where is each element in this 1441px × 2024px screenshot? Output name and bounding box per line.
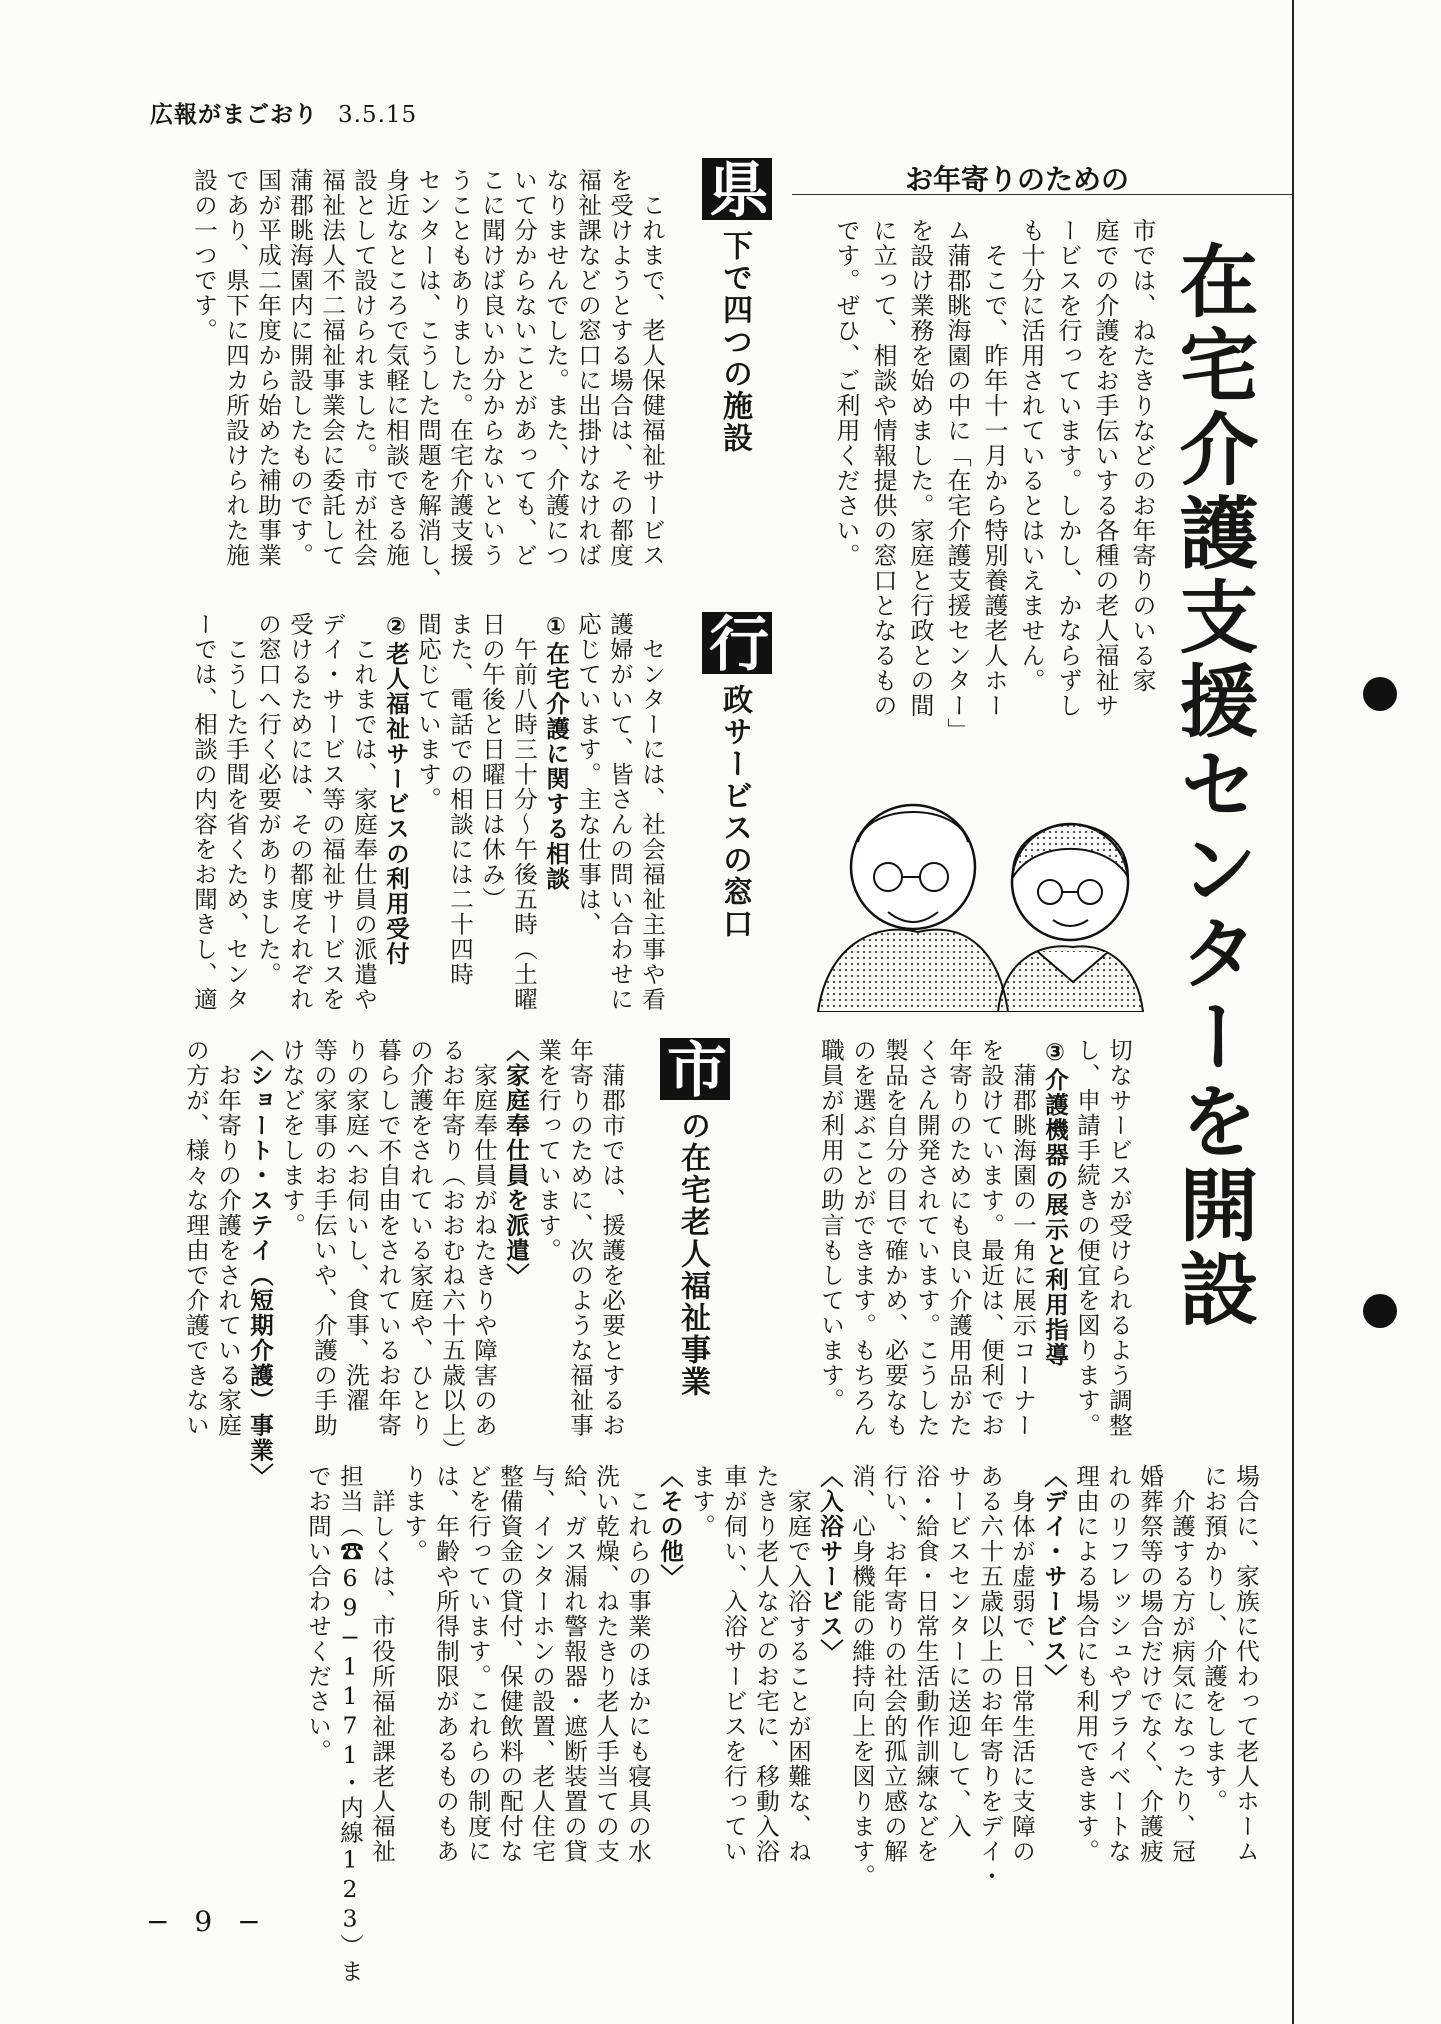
text-line: ②老人福祉サービスの利用受付	[382, 612, 410, 967]
section-heading-city	[657, 1038, 730, 1398]
section-heading-text: の在宅老人福祉事業	[675, 1110, 710, 1398]
text-line: 福祉課などの窓口に出掛けなければ	[574, 168, 602, 568]
text-line: 場合に、家族に代わって老人ホーム	[1232, 1464, 1260, 1864]
header-rule	[792, 194, 1292, 195]
text-line: 年寄りのために、次のような福祉事	[566, 1038, 594, 1438]
text-line: 与、インターホンの設置、老人住宅	[528, 1464, 556, 1864]
text-line: また、電話での相談には二十四時	[446, 612, 474, 987]
text-line: 家庭奉仕員がねたきりや障害のあ	[470, 1038, 498, 1438]
text-line: のを選ぶことができます。もちろん	[849, 1038, 877, 1438]
text-line: 消、心身機能の維持向上を図ります。	[848, 1464, 876, 1889]
text-line: ーでは、相談の内容をお聞きし、適	[190, 612, 218, 1012]
text-line: 婚葬祭等の場合だけでなく、介護疲	[1136, 1464, 1164, 1864]
section-heading-box: 行	[702, 612, 772, 674]
text-line: ります。	[400, 1464, 428, 1564]
text-line: センターには、社会福祉主事や看	[638, 612, 666, 1012]
text-line: 切なサービスが受けられるよう調整	[1105, 1038, 1133, 1438]
text-line: の方が、様々な理由で介護できない	[182, 1038, 210, 1438]
text-line: の窓口へ行く必要がありました。	[254, 612, 282, 987]
text-line: これまで、老人保健福祉サービス	[638, 168, 666, 568]
text-line: これまでは、家庭奉仕員の派遣や	[350, 612, 378, 1012]
text-column-bottom	[302, 1464, 1262, 1984]
text-line: 理由による場合にも利用できます。	[1072, 1464, 1100, 1864]
section-heading-text: 下で四つの施設	[717, 230, 752, 454]
text-line: も十分に活用されているとはいえません。	[1017, 218, 1045, 693]
text-line: 福祉法人不二福祉事業会に委託して	[318, 168, 346, 568]
text-line: たきり老人などのお宅に、移動入浴	[752, 1464, 780, 1864]
text-line: 等の家事のお手伝いや、介護の手助	[310, 1038, 338, 1438]
text-line: どを行っています。これらの制度に	[464, 1464, 492, 1864]
text-line: 〈デイ・サービス〉	[1040, 1464, 1068, 1689]
text-line: 介護する方が病気になったり、冠	[1168, 1464, 1196, 1864]
text-line: 蒲郡眺海園内に開設したものです。	[286, 168, 314, 568]
page-edge-rule	[1292, 0, 1294, 2024]
text-line: 詳しくは、市役所福祉課老人福祉	[368, 1464, 396, 1864]
text-line: 業を行っています。	[534, 1038, 562, 1263]
text-line: 年寄りのためにも良い介護用品がた	[945, 1038, 973, 1438]
text-column-equipment	[815, 1038, 1135, 1436]
text-line: 身体が虚弱で、日常生活に支障の	[1008, 1464, 1036, 1864]
text-line: デイ・サービス等の福祉サービスを	[318, 612, 346, 1012]
text-line: 〈家庭奉仕員を派遣〉	[502, 1038, 530, 1288]
text-line: ービスを行っています。しかし、かならずし	[1054, 218, 1082, 718]
text-line: 身近なところで気軽に相談できる施	[382, 168, 410, 568]
section-heading-administration	[699, 612, 772, 940]
text-line: ある六十五歳以上のお年寄りをデイ・	[976, 1464, 1004, 1889]
text-line: 〈ショート・ステイ（短期介護）事業〉	[246, 1038, 274, 1488]
text-line: 担当（☎69−1171・内線123）ま	[336, 1464, 364, 1984]
text-line: 〈入浴サービス〉	[816, 1464, 844, 1664]
text-line: 蒲郡市では、援護を必要とするお	[598, 1038, 626, 1438]
text-line: こに聞けば良いか分からないという	[478, 168, 506, 568]
binding-hole-mark	[1363, 677, 1397, 711]
newsletter-title: 広報がまごおり	[150, 102, 318, 128]
text-line: 家庭で入浴することが困難な、ね	[784, 1464, 812, 1864]
text-line: 蒲郡眺海園の一角に展示コーナー	[1009, 1038, 1037, 1438]
text-line: センターは、こうした問題を解消し、	[414, 168, 442, 593]
text-line: 車が伺い、入浴サービスを行ってい	[720, 1464, 748, 1864]
text-line: の介護をされている家庭や、ひとり	[406, 1038, 434, 1438]
text-line: 間応じています。	[414, 612, 442, 812]
lead-text	[827, 218, 1160, 778]
text-column-city-services	[180, 1038, 628, 1488]
text-line: ①在宅介護に関する相談	[542, 612, 570, 892]
text-line: サービスセンターに送迎して、入	[944, 1464, 972, 1839]
text-line: 〈その他〉	[656, 1464, 684, 1589]
text-column-services	[188, 612, 668, 1010]
section-heading-box: 県	[702, 158, 772, 220]
text-line: お年寄りの介護をされている家庭	[214, 1038, 242, 1438]
section-heading-prefecture	[699, 158, 772, 454]
text-line: れのリフレッシュやプライベートな	[1104, 1464, 1132, 1864]
text-line: なりませんでした。また、介護につ	[542, 168, 570, 568]
text-line: に立って、相談や情報提供の窓口となるもの	[869, 218, 897, 718]
text-line: 日の午後と日曜日は休み）	[478, 612, 506, 912]
text-line: 庭での介護をお手伝いする各種の老人福祉サ	[1091, 218, 1119, 718]
text-line: ③介護機器の展示と利用指導	[1041, 1038, 1069, 1368]
text-line: を設けています。最近は、便利でお	[977, 1038, 1005, 1438]
text-line: し、申請手続きの便宜を図ります。	[1073, 1038, 1101, 1438]
text-line: こうした手間を省くため、センタ	[222, 612, 250, 1012]
text-line: 設として設けられました。市が社会	[350, 168, 378, 568]
text-line: 応じています。主な仕事は、	[574, 612, 602, 937]
text-line: 護婦がいて、皆さんの問い合わせに	[606, 612, 634, 1012]
text-line: 浴・給食・日常生活動作訓練などを	[912, 1464, 940, 1864]
text-line: にお預かりし、介護をします。	[1200, 1464, 1228, 1814]
article-title: 在宅介護支援センターを開設	[1166, 240, 1258, 1332]
text-line: ます。	[688, 1464, 716, 1539]
lead-paragraph	[790, 218, 1234, 778]
text-line: るお年寄り（おおむね六十五歳以上）	[438, 1038, 466, 1463]
text-line: です。ぜひ、ご利用ください。	[832, 218, 860, 568]
text-line: 洗い乾燥、ねたきり老人手当ての支	[592, 1464, 620, 1864]
text-line: は、年齢や所得制限があるものもあ	[432, 1464, 460, 1864]
text-line: を受けようとする場合は、その都度	[606, 168, 634, 568]
text-line: うこともありました。在宅介護支援	[446, 168, 474, 568]
text-line: を設け業務を始めました。家庭と行政との間	[906, 218, 934, 718]
text-line: くさん開発されています。こうした	[913, 1038, 941, 1438]
newsletter-header	[150, 96, 417, 129]
text-line: ム蒲郡眺海園の中に「在宅介護支援センター」	[943, 218, 971, 743]
text-line: 行い、お年寄りの社会的孤立感の解	[880, 1464, 908, 1864]
text-line: いて分からないことがあっても、ど	[510, 168, 538, 568]
article-kicker: お年寄りのための	[905, 163, 1130, 196]
text-line: 午前八時三十分〜午後五時（土曜	[510, 612, 538, 1012]
text-line: 給、ガス漏れ警報器・遮断装置の貸	[560, 1464, 588, 1864]
section-heading-text: 政サービスの窓口	[717, 684, 752, 940]
text-line: 国が平成二年度から始めた補助事業	[254, 168, 282, 568]
text-line: けなどをします。	[278, 1038, 306, 1238]
text-line: であり、県下に四カ所設けられた施	[222, 168, 250, 568]
text-line: 職員が利用の助言もしています。	[817, 1038, 845, 1413]
text-line: りの家庭へお伺いし、食事、洗濯	[342, 1038, 370, 1413]
elderly-couple-illustration	[808, 782, 1148, 1012]
text-line: これらの事業のほかにも寝具の水	[624, 1464, 652, 1864]
text-line: そこで、昨年十一月から特別養護老人ホー	[980, 218, 1008, 718]
page-number: − 9 −	[146, 1905, 269, 1938]
text-line: 受けるためには、その都度それぞれ	[286, 612, 314, 1012]
text-line: 製品を自分の目で確かめ、必要なも	[881, 1038, 909, 1438]
section-heading-box: 市	[660, 1038, 730, 1100]
text-line: でお問い合わせください。	[304, 1464, 332, 1764]
text-line: 暮らしで不自由をされているお年寄	[374, 1038, 402, 1438]
text-line: 整備資金の貸付、保健飲料の配付な	[496, 1464, 524, 1864]
issue-date: 3.5.15	[338, 102, 418, 128]
text-line: 市では、ねたきりなどのお年寄りのいる家	[1128, 218, 1156, 693]
binding-hole-mark	[1363, 1294, 1397, 1328]
text-line: 設の一つです。	[190, 168, 218, 343]
